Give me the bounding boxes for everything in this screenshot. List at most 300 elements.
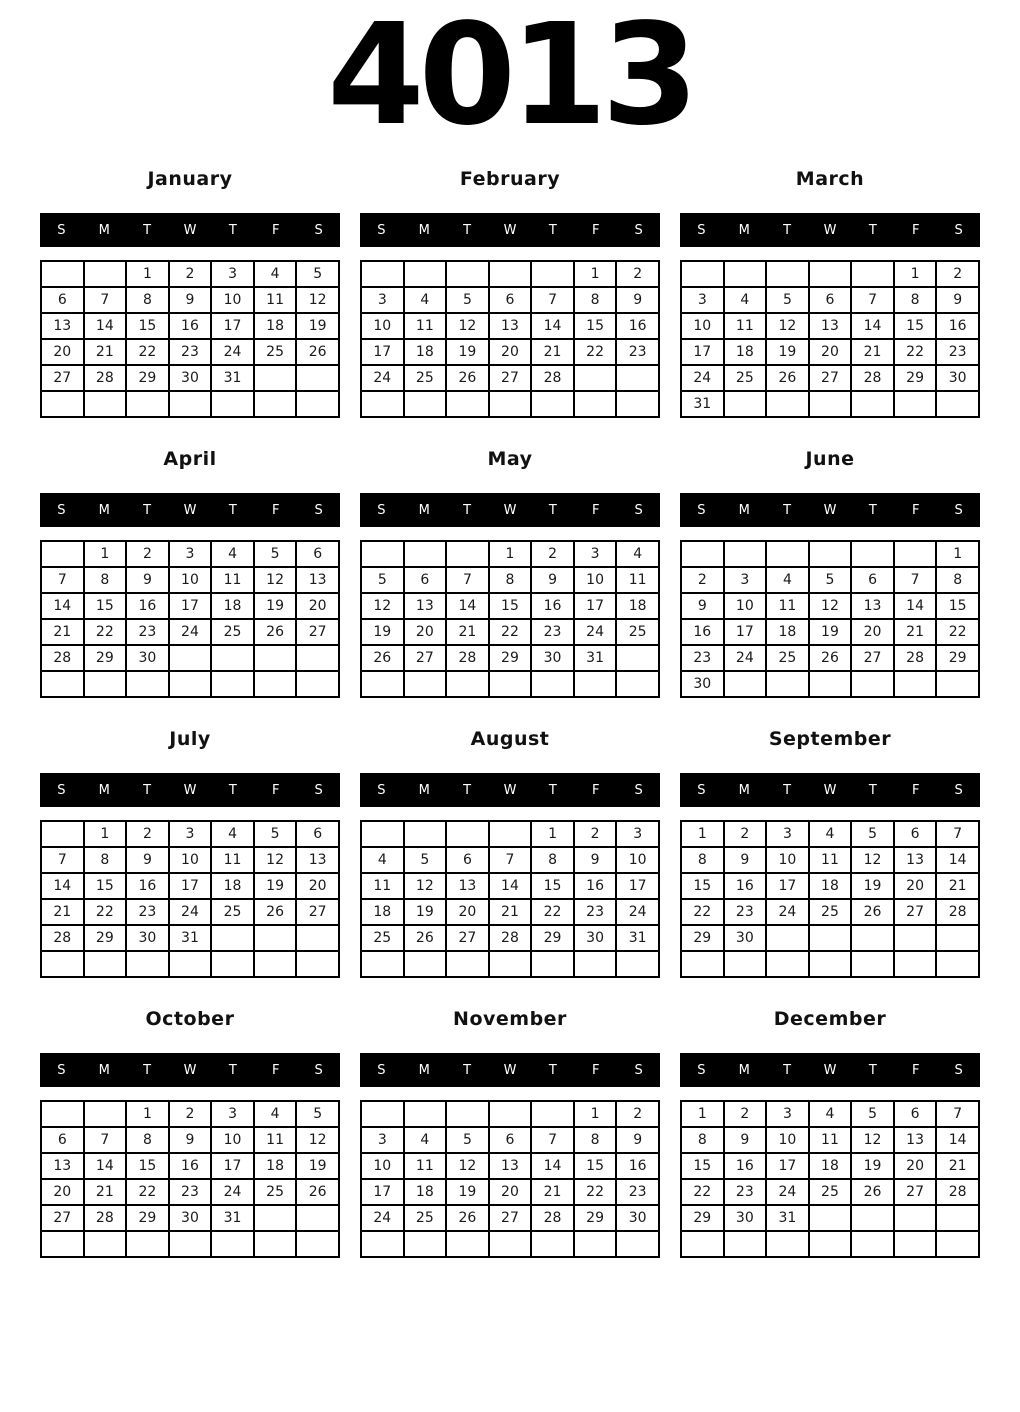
empty-day-cell — [936, 671, 979, 697]
empty-day-cell — [531, 1231, 574, 1257]
day-cell: 4 — [809, 821, 852, 847]
day-cell: 13 — [489, 313, 532, 339]
week-row — [681, 567, 979, 593]
day-cell: 26 — [296, 339, 339, 365]
day-cell: 5 — [254, 541, 297, 567]
empty-day-cell — [296, 391, 339, 417]
week-row — [41, 873, 339, 899]
week-row — [681, 313, 979, 339]
day-cell: 12 — [766, 313, 809, 339]
week-row — [41, 1179, 339, 1205]
month-july — [40, 720, 340, 1000]
day-cell: 28 — [936, 1179, 979, 1205]
weekday-label: W — [183, 502, 197, 518]
empty-day-cell — [211, 671, 254, 697]
day-cell: 12 — [404, 873, 447, 899]
day-cell: 22 — [894, 339, 937, 365]
empty-day-cell — [574, 1231, 617, 1257]
month-title: April — [163, 448, 217, 470]
empty-day-cell — [766, 951, 809, 977]
empty-day-cell — [126, 951, 169, 977]
day-cell: 20 — [489, 1179, 532, 1205]
day-cell: 26 — [851, 1179, 894, 1205]
day-cell: 25 — [211, 619, 254, 645]
empty-day-cell — [574, 671, 617, 697]
weekday-label: S — [314, 222, 323, 238]
day-cell: 10 — [211, 1127, 254, 1153]
empty-day-cell — [809, 951, 852, 977]
day-cell: 7 — [41, 847, 84, 873]
day-cell: 2 — [724, 821, 767, 847]
empty-day-cell — [489, 671, 532, 697]
day-cell: 23 — [936, 339, 979, 365]
weekday-label: S — [57, 222, 66, 238]
day-cell: 28 — [851, 365, 894, 391]
empty-day-cell — [936, 925, 979, 951]
empty-day-cell — [404, 391, 447, 417]
day-cell: 27 — [894, 899, 937, 925]
day-cell: 16 — [126, 873, 169, 899]
day-cell: 1 — [936, 541, 979, 567]
month-june — [680, 440, 980, 720]
month-april — [40, 440, 340, 720]
weekday-label: S — [314, 782, 323, 798]
month-august — [360, 720, 660, 1000]
day-cell: 19 — [851, 873, 894, 899]
empty-day-cell — [211, 1231, 254, 1257]
day-cell: 10 — [724, 593, 767, 619]
day-cell: 6 — [41, 287, 84, 313]
day-cell: 13 — [489, 1153, 532, 1179]
weekday-label: W — [503, 782, 517, 798]
day-cell: 4 — [254, 261, 297, 287]
day-cell: 17 — [169, 873, 212, 899]
weekday-label: W — [503, 222, 517, 238]
day-cell: 1 — [489, 541, 532, 567]
weekday-label: S — [954, 502, 963, 518]
empty-day-cell — [489, 391, 532, 417]
day-cell: 3 — [724, 567, 767, 593]
day-cell: 30 — [724, 925, 767, 951]
empty-day-cell — [254, 925, 297, 951]
empty-day-cell — [766, 391, 809, 417]
empty-day-cell — [41, 391, 84, 417]
week-row — [361, 925, 659, 951]
week-row — [41, 619, 339, 645]
day-cell: 15 — [84, 593, 127, 619]
week-row — [681, 1179, 979, 1205]
day-cell: 27 — [446, 925, 489, 951]
day-cell: 16 — [126, 593, 169, 619]
weekday-label: S — [634, 1062, 643, 1078]
weekday-label: T — [143, 502, 152, 518]
day-cell: 28 — [41, 645, 84, 671]
week-row — [361, 567, 659, 593]
day-cell: 26 — [851, 899, 894, 925]
weekday-label: S — [697, 222, 706, 238]
day-cell: 9 — [169, 287, 212, 313]
day-cell: 21 — [851, 339, 894, 365]
empty-day-cell — [681, 1231, 724, 1257]
day-cell: 24 — [766, 1179, 809, 1205]
weekday-label: W — [183, 222, 197, 238]
weekday-label: T — [143, 1062, 152, 1078]
day-cell: 25 — [766, 645, 809, 671]
day-cell: 27 — [296, 619, 339, 645]
day-cell: 29 — [126, 365, 169, 391]
empty-day-cell — [616, 671, 659, 697]
empty-day-cell — [809, 541, 852, 567]
day-cell: 9 — [724, 1127, 767, 1153]
empty-day-cell — [531, 951, 574, 977]
day-cell: 23 — [126, 899, 169, 925]
weekday-header — [680, 493, 980, 527]
week-row — [681, 1153, 979, 1179]
day-cell: 22 — [126, 339, 169, 365]
weekday-label: F — [271, 1062, 280, 1078]
day-cell: 21 — [531, 339, 574, 365]
day-cell: 1 — [126, 261, 169, 287]
weekday-label: F — [591, 502, 600, 518]
weekday-label: T — [783, 782, 792, 798]
day-cell: 17 — [574, 593, 617, 619]
day-cell: 29 — [126, 1205, 169, 1231]
month-october — [40, 1000, 340, 1280]
day-cell: 26 — [446, 1205, 489, 1231]
empty-day-cell — [894, 1205, 937, 1231]
day-cell: 6 — [41, 1127, 84, 1153]
empty-day-cell — [446, 1231, 489, 1257]
weekday-label: S — [697, 502, 706, 518]
day-cell: 22 — [531, 899, 574, 925]
day-cell: 30 — [724, 1205, 767, 1231]
day-cell: 3 — [616, 821, 659, 847]
day-cell: 20 — [41, 339, 84, 365]
day-cell: 23 — [724, 899, 767, 925]
day-cell: 28 — [489, 925, 532, 951]
day-cell: 21 — [489, 899, 532, 925]
empty-day-cell — [126, 671, 169, 697]
week-row — [41, 541, 339, 567]
day-cell: 7 — [489, 847, 532, 873]
day-cell: 25 — [809, 1179, 852, 1205]
weekday-label: W — [823, 1062, 837, 1078]
day-cell: 18 — [766, 619, 809, 645]
day-cell: 23 — [169, 339, 212, 365]
day-cell: 3 — [211, 261, 254, 287]
weekday-label: T — [868, 782, 877, 798]
day-cell: 22 — [681, 899, 724, 925]
day-grid — [40, 540, 340, 698]
day-cell: 22 — [681, 1179, 724, 1205]
day-grid — [360, 820, 660, 978]
day-cell: 4 — [809, 1101, 852, 1127]
day-cell: 11 — [616, 567, 659, 593]
empty-day-cell — [254, 365, 297, 391]
week-row — [361, 365, 659, 391]
weekday-label: T — [783, 1062, 792, 1078]
day-cell: 30 — [616, 1205, 659, 1231]
day-cell: 7 — [84, 1127, 127, 1153]
empty-day-cell — [936, 1231, 979, 1257]
empty-day-cell — [531, 391, 574, 417]
empty-day-cell — [296, 671, 339, 697]
day-cell: 21 — [446, 619, 489, 645]
weekday-label: T — [783, 222, 792, 238]
day-cell: 15 — [531, 873, 574, 899]
weekday-label: T — [228, 502, 237, 518]
day-cell: 31 — [616, 925, 659, 951]
day-cell: 16 — [724, 1153, 767, 1179]
day-cell: 15 — [489, 593, 532, 619]
week-row — [41, 925, 339, 951]
day-cell: 1 — [84, 821, 127, 847]
day-cell: 6 — [404, 567, 447, 593]
day-cell: 20 — [296, 593, 339, 619]
day-cell: 31 — [211, 365, 254, 391]
day-cell: 27 — [296, 899, 339, 925]
week-row — [681, 339, 979, 365]
day-cell: 3 — [766, 821, 809, 847]
empty-day-cell — [254, 1205, 297, 1231]
week-row — [361, 391, 659, 417]
day-cell: 29 — [84, 925, 127, 951]
weekday-label: T — [463, 1062, 472, 1078]
day-cell: 10 — [766, 847, 809, 873]
day-cell: 4 — [254, 1101, 297, 1127]
empty-day-cell — [41, 821, 84, 847]
empty-day-cell — [574, 365, 617, 391]
day-cell: 29 — [681, 925, 724, 951]
day-cell: 28 — [936, 899, 979, 925]
day-grid — [680, 540, 980, 698]
day-cell: 11 — [724, 313, 767, 339]
day-cell: 4 — [766, 567, 809, 593]
day-cell: 14 — [531, 1153, 574, 1179]
day-cell: 5 — [851, 821, 894, 847]
week-row — [681, 261, 979, 287]
empty-day-cell — [126, 1231, 169, 1257]
day-cell: 26 — [809, 645, 852, 671]
day-cell: 13 — [404, 593, 447, 619]
empty-day-cell — [361, 1231, 404, 1257]
day-cell: 14 — [41, 593, 84, 619]
day-cell: 1 — [894, 261, 937, 287]
day-cell: 17 — [211, 1153, 254, 1179]
weekday-label: T — [868, 502, 877, 518]
day-cell: 18 — [809, 1153, 852, 1179]
day-cell: 14 — [446, 593, 489, 619]
day-cell: 15 — [681, 1153, 724, 1179]
month-title: November — [453, 1008, 567, 1030]
day-cell: 17 — [211, 313, 254, 339]
week-row — [41, 645, 339, 671]
weekday-label: W — [503, 502, 517, 518]
day-cell: 14 — [894, 593, 937, 619]
day-cell: 18 — [211, 593, 254, 619]
day-grid — [40, 1100, 340, 1258]
day-cell: 6 — [894, 821, 937, 847]
empty-day-cell — [361, 821, 404, 847]
weekday-label: T — [783, 502, 792, 518]
day-cell: 6 — [446, 847, 489, 873]
day-cell: 17 — [616, 873, 659, 899]
day-cell: 25 — [809, 899, 852, 925]
day-cell: 19 — [296, 313, 339, 339]
month-title: August — [470, 728, 550, 750]
empty-day-cell — [766, 261, 809, 287]
week-row — [41, 313, 339, 339]
day-cell: 2 — [616, 261, 659, 287]
day-cell: 15 — [574, 313, 617, 339]
day-grid — [680, 260, 980, 418]
weekday-label: M — [98, 222, 110, 238]
day-cell: 30 — [574, 925, 617, 951]
day-cell: 10 — [616, 847, 659, 873]
empty-day-cell — [404, 1231, 447, 1257]
day-cell: 13 — [296, 567, 339, 593]
week-row — [41, 671, 339, 697]
day-cell: 27 — [809, 365, 852, 391]
weekday-label: T — [548, 502, 557, 518]
empty-day-cell — [851, 541, 894, 567]
day-cell: 8 — [681, 1127, 724, 1153]
day-cell: 30 — [169, 1205, 212, 1231]
empty-day-cell — [766, 541, 809, 567]
weekday-label: T — [548, 1062, 557, 1078]
week-row — [681, 365, 979, 391]
day-cell: 29 — [489, 645, 532, 671]
day-cell: 24 — [574, 619, 617, 645]
week-row — [361, 593, 659, 619]
empty-day-cell — [894, 1231, 937, 1257]
month-december — [680, 1000, 980, 1280]
empty-day-cell — [724, 261, 767, 287]
day-cell: 10 — [681, 313, 724, 339]
day-cell: 23 — [616, 339, 659, 365]
week-row — [681, 645, 979, 671]
day-cell: 20 — [809, 339, 852, 365]
weekday-header — [680, 1053, 980, 1087]
week-row — [681, 821, 979, 847]
weekday-label: F — [591, 1062, 600, 1078]
day-cell: 7 — [936, 821, 979, 847]
day-cell: 30 — [126, 925, 169, 951]
day-cell: 12 — [851, 1127, 894, 1153]
empty-day-cell — [851, 391, 894, 417]
empty-day-cell — [126, 391, 169, 417]
month-march — [680, 160, 980, 440]
empty-day-cell — [574, 391, 617, 417]
month-february — [360, 160, 660, 440]
day-cell: 8 — [894, 287, 937, 313]
day-cell: 16 — [169, 1153, 212, 1179]
day-cell: 19 — [296, 1153, 339, 1179]
day-cell: 21 — [84, 1179, 127, 1205]
day-cell: 22 — [126, 1179, 169, 1205]
empty-day-cell — [894, 951, 937, 977]
month-title: May — [487, 448, 533, 470]
day-cell: 7 — [894, 567, 937, 593]
weekday-label: S — [57, 782, 66, 798]
day-cell: 7 — [531, 287, 574, 313]
weekday-label: W — [823, 222, 837, 238]
day-cell: 14 — [84, 1153, 127, 1179]
week-row — [41, 339, 339, 365]
day-cell: 29 — [531, 925, 574, 951]
empty-day-cell — [809, 1231, 852, 1257]
day-cell: 5 — [851, 1101, 894, 1127]
day-cell: 16 — [169, 313, 212, 339]
weekday-label: S — [634, 502, 643, 518]
empty-day-cell — [446, 391, 489, 417]
day-cell: 13 — [894, 847, 937, 873]
empty-day-cell — [169, 1231, 212, 1257]
weekday-header — [360, 213, 660, 247]
day-cell: 4 — [616, 541, 659, 567]
day-cell: 22 — [84, 899, 127, 925]
empty-day-cell — [894, 391, 937, 417]
day-cell: 13 — [296, 847, 339, 873]
week-row — [361, 1127, 659, 1153]
week-row — [41, 287, 339, 313]
week-row — [41, 1205, 339, 1231]
month-january — [40, 160, 340, 440]
week-row — [41, 1101, 339, 1127]
week-row — [41, 1153, 339, 1179]
weekday-label: T — [548, 782, 557, 798]
empty-day-cell — [404, 821, 447, 847]
day-cell: 12 — [254, 567, 297, 593]
day-cell: 22 — [489, 619, 532, 645]
day-cell: 5 — [809, 567, 852, 593]
week-row — [361, 313, 659, 339]
week-row — [681, 925, 979, 951]
day-cell: 8 — [126, 1127, 169, 1153]
empty-day-cell — [41, 1101, 84, 1127]
day-cell: 21 — [531, 1179, 574, 1205]
day-grid — [360, 1100, 660, 1258]
day-grid — [40, 260, 340, 418]
day-cell: 9 — [616, 1127, 659, 1153]
weekday-label: T — [463, 502, 472, 518]
day-cell: 23 — [681, 645, 724, 671]
day-cell: 21 — [936, 873, 979, 899]
month-september — [680, 720, 980, 1000]
empty-day-cell — [446, 261, 489, 287]
weekday-label: M — [738, 502, 750, 518]
day-cell: 4 — [361, 847, 404, 873]
day-cell: 16 — [724, 873, 767, 899]
weekday-label: S — [634, 782, 643, 798]
day-cell: 20 — [404, 619, 447, 645]
day-cell: 16 — [616, 1153, 659, 1179]
empty-day-cell — [404, 671, 447, 697]
empty-day-cell — [41, 671, 84, 697]
empty-day-cell — [296, 925, 339, 951]
day-cell: 11 — [404, 1153, 447, 1179]
empty-day-cell — [211, 925, 254, 951]
day-cell: 25 — [404, 1205, 447, 1231]
day-cell: 25 — [211, 899, 254, 925]
month-title: March — [795, 168, 865, 190]
weekday-header — [40, 493, 340, 527]
day-grid — [360, 540, 660, 698]
day-cell: 7 — [84, 287, 127, 313]
day-cell: 13 — [809, 313, 852, 339]
week-row — [681, 951, 979, 977]
day-cell: 1 — [84, 541, 127, 567]
